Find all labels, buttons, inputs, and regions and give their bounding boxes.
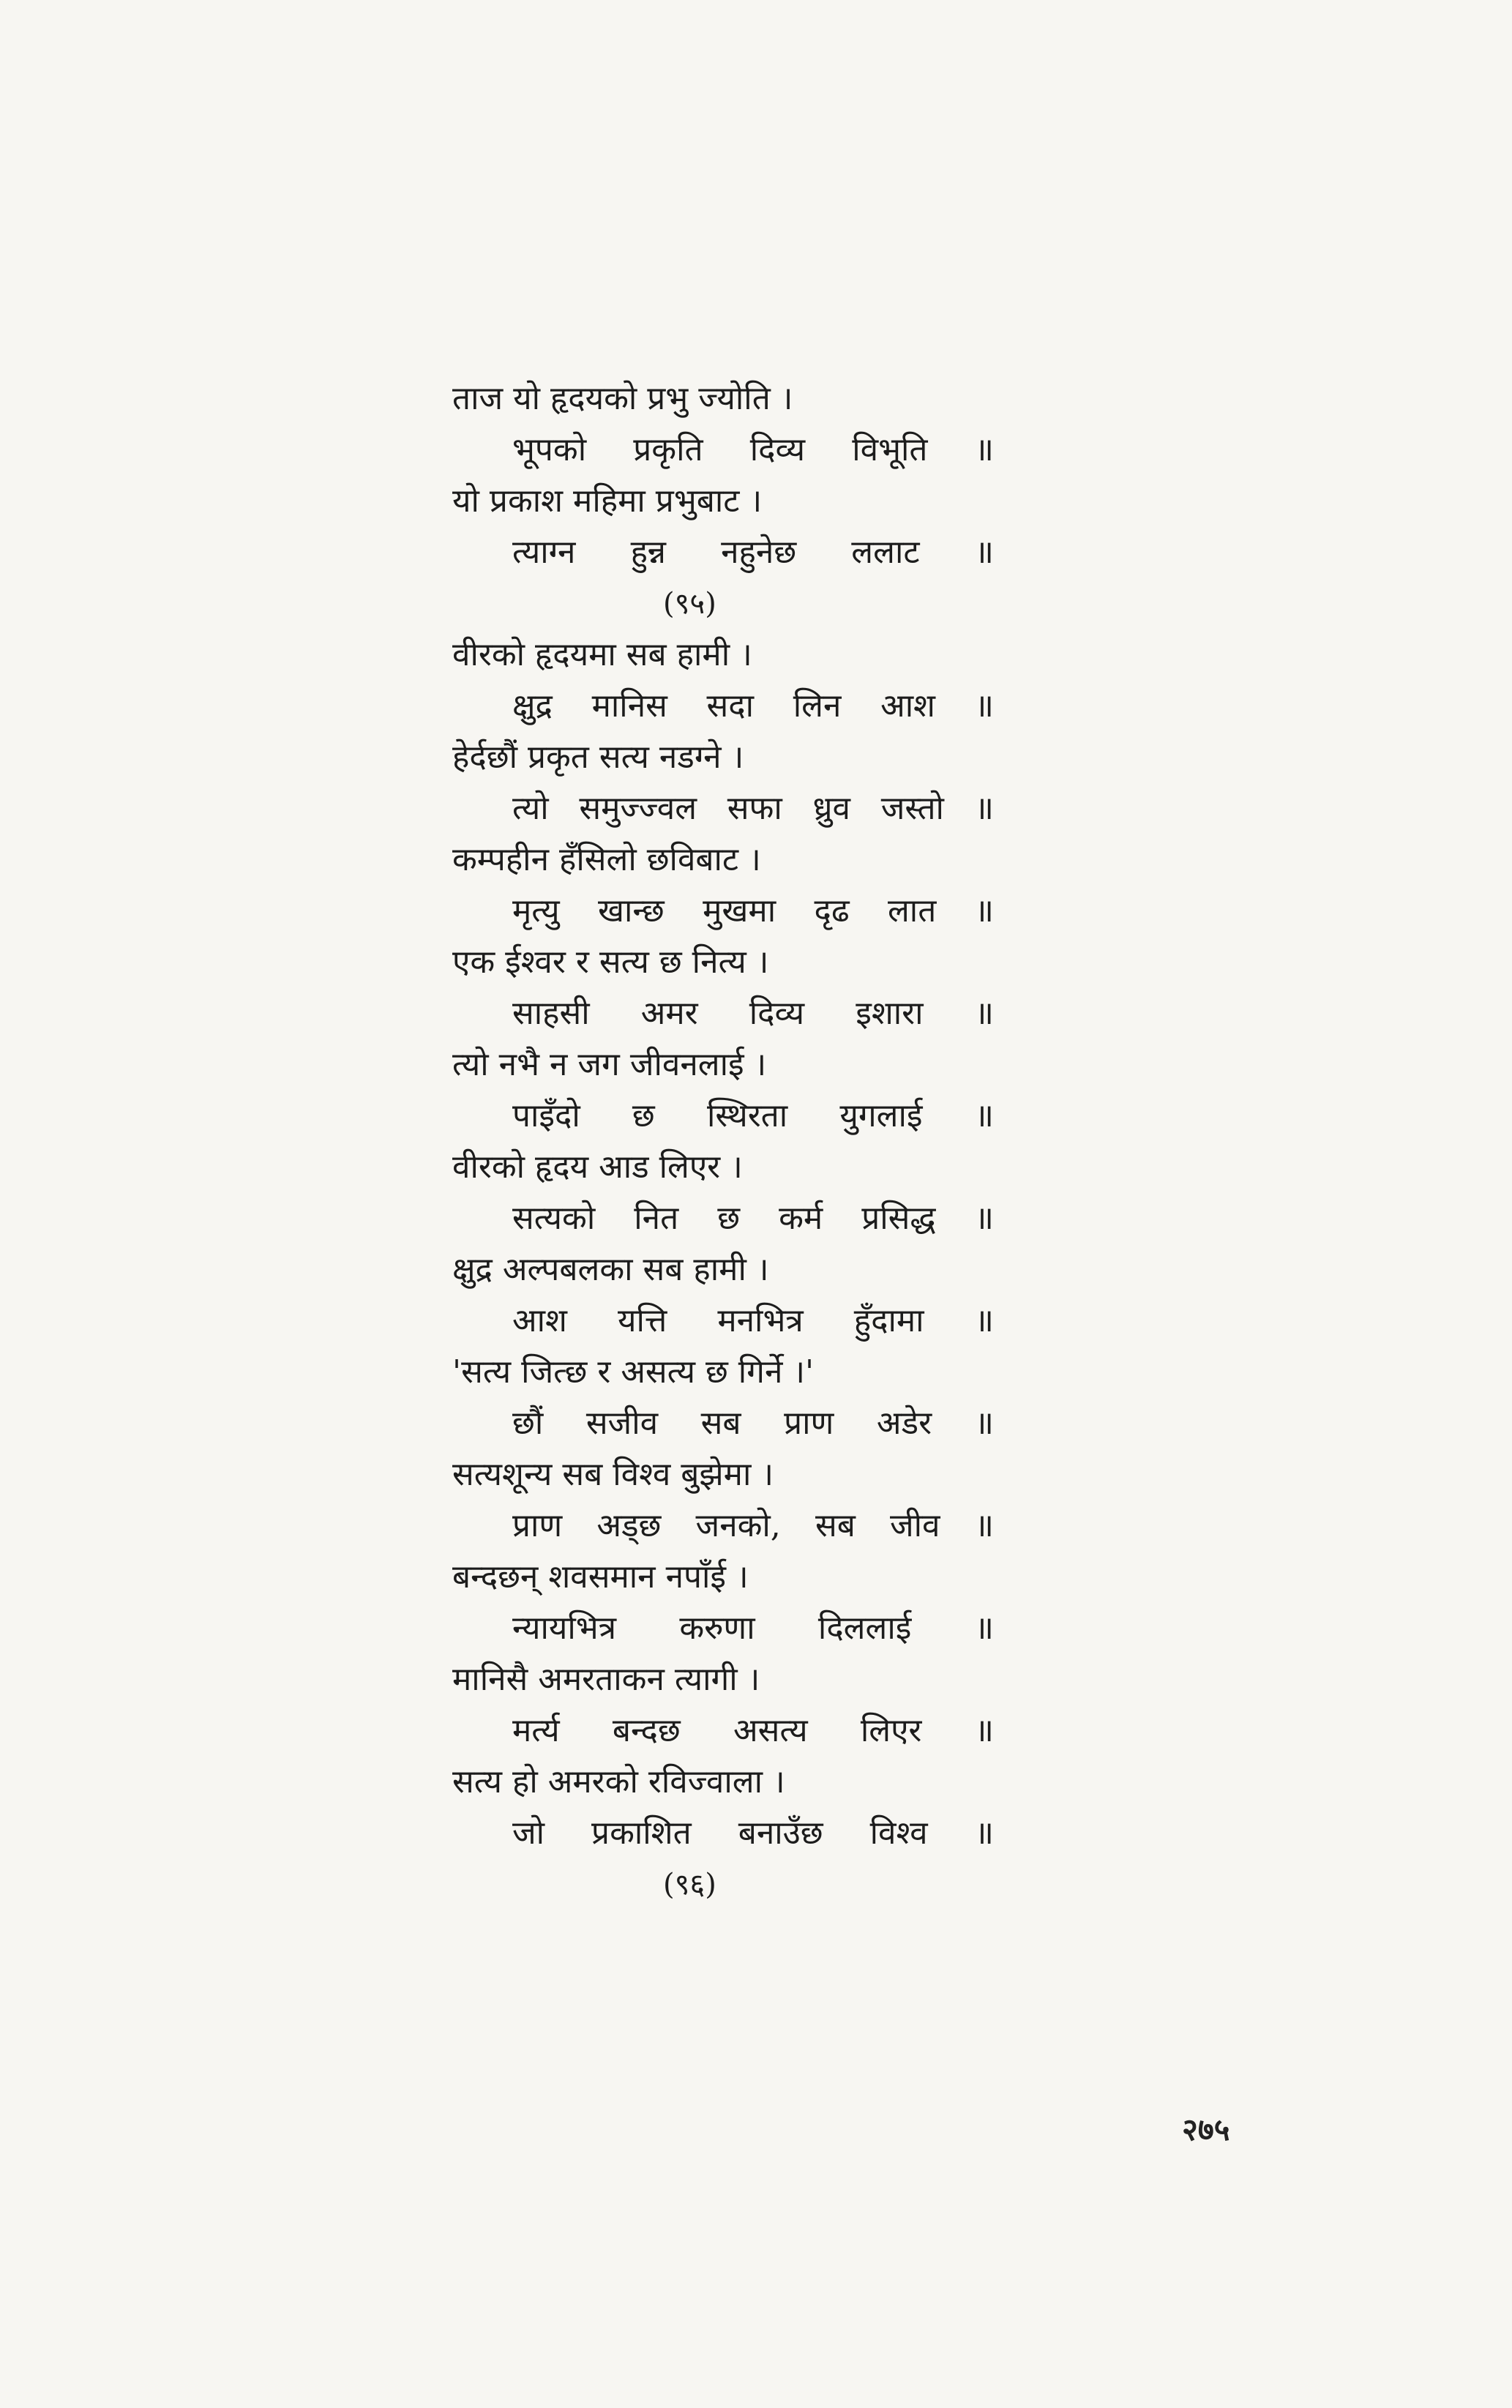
- poem-line: मृत्यु खान्छ मुखमा दृढ लात ॥: [512, 892, 994, 930]
- verse-number: (९५): [663, 587, 716, 621]
- poem-line: यो प्रकाश महिमा प्रभुबाट ।: [452, 482, 763, 520]
- poem-line: 'सत्य जित्छ र असत्य छ गिर्ने ।': [452, 1353, 815, 1391]
- poem-line: ताज यो हृदयको प्रभु ज्योति ।: [452, 380, 793, 417]
- poem-line: एक ईश्वर र सत्य छ नित्य ।: [452, 943, 769, 981]
- poem-line: जो प्रकाशित बनाउँछ विश्व ॥: [512, 1814, 994, 1852]
- page-number: २७५: [1182, 2112, 1230, 2147]
- poem-line: त्यो समुज्ज्वल सफा ध्रुव जस्तो ॥: [512, 790, 994, 827]
- poem-line: वीरको हृदयमा सब हामी ।: [452, 636, 752, 673]
- poem-line: सत्यको नित छ कर्म प्रसिद्ध ॥: [512, 1200, 994, 1237]
- poem-line: मर्त्य बन्दछ असत्य लिएर ॥: [512, 1712, 994, 1749]
- poem-line: साहसी अमर दिव्य इशारा ॥: [512, 995, 994, 1032]
- poem-line: बन्दछन् शवसमान नपाँई ।: [452, 1558, 749, 1596]
- poem-line: छौं सजीव सब प्राण अडेर ॥: [512, 1405, 994, 1442]
- poem-line: वीरको हृदय आड लिएर ।: [452, 1148, 743, 1186]
- poem-line: आश यत्ति मनभित्र हुँदामा ॥: [512, 1302, 994, 1339]
- poem-line: मानिसै अमरताकन त्यागी ।: [452, 1661, 760, 1698]
- poem-line: प्राण अड्छ जनको, सब जीव ॥: [512, 1507, 994, 1544]
- poem-line: क्षुद्र मानिस सदा लिन आश ॥: [512, 687, 994, 725]
- poem-line: क्षुद्र अल्पबलका सब हामी ।: [452, 1251, 769, 1288]
- poem-line: हेर्दछौं प्रकृत सत्य नडग्ने ।: [452, 739, 744, 776]
- poem-line: भूपको प्रकृति दिव्य विभूति ॥: [512, 431, 994, 468]
- poem-text: [452, 373, 994, 1910]
- verse-number: (९६): [663, 1868, 716, 1902]
- poem-line: त्यो नभै न जग जीवनलाई ।: [452, 1046, 767, 1083]
- poem-line: पाइँदो छ स्थिरता युगलाई ॥: [512, 1097, 994, 1134]
- poem-line: सत्यशून्य सब विश्व बुझेमा ।: [452, 1456, 774, 1493]
- poem-line: कम्पहीन हँसिलो छविबाट ।: [452, 841, 761, 878]
- poem-line: सत्य हो अमरको रविज्वाला ।: [452, 1763, 785, 1801]
- poem-line: त्याग्न हुन्न नहुनेछ ललाट ॥: [512, 534, 994, 571]
- poem-line: न्यायभित्र करुणा दिललाई ॥: [512, 1609, 994, 1647]
